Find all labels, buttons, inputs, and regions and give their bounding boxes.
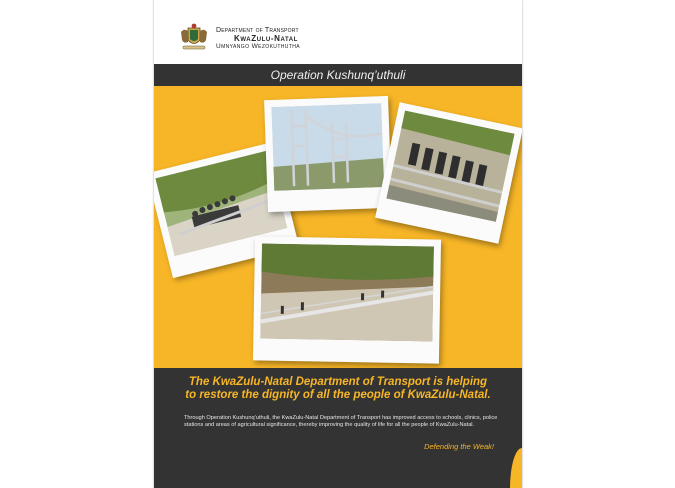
headline xyxy=(154,376,522,402)
footer-panel xyxy=(154,368,522,488)
headline-line-2: to restore the dignity of all the people of KwaZulu-Natal. xyxy=(185,389,491,401)
body-text: Through Operation Kushunq’uthuli, the KwaZulu-Natal Department of Transport has improved access to schools, clinics, police stations and areas of agricultural significance, thereby improving the quality of life for all the people of KwaZulu-Natal. xyxy=(184,415,498,428)
headline-line-1: The KwaZulu-Natal Department of Transport is helping xyxy=(188,376,488,388)
slogan: Defending the Weak! xyxy=(424,442,494,451)
photo-collage-panel xyxy=(154,86,522,368)
header xyxy=(154,0,522,64)
river-bridge-image xyxy=(260,244,434,342)
page-curl-accent xyxy=(510,448,522,488)
railing-people-image xyxy=(386,110,514,221)
photo-bridge-over-river xyxy=(253,236,441,363)
dept-line-3: Umnyango Wezokuthutha xyxy=(216,43,300,50)
department-name xyxy=(216,27,300,51)
dept-line-1: Department of Transport xyxy=(216,27,299,34)
photo-bridge-towers xyxy=(264,96,392,212)
brochure-page xyxy=(154,0,522,488)
dept-line-2: KwaZulu-Natal xyxy=(234,34,299,43)
bridge-towers-image xyxy=(271,103,384,191)
title-bar: Operation Kushunq’uthuli xyxy=(154,64,522,86)
photo-people-on-railing xyxy=(375,102,522,244)
coat-of-arms-icon xyxy=(178,22,210,52)
